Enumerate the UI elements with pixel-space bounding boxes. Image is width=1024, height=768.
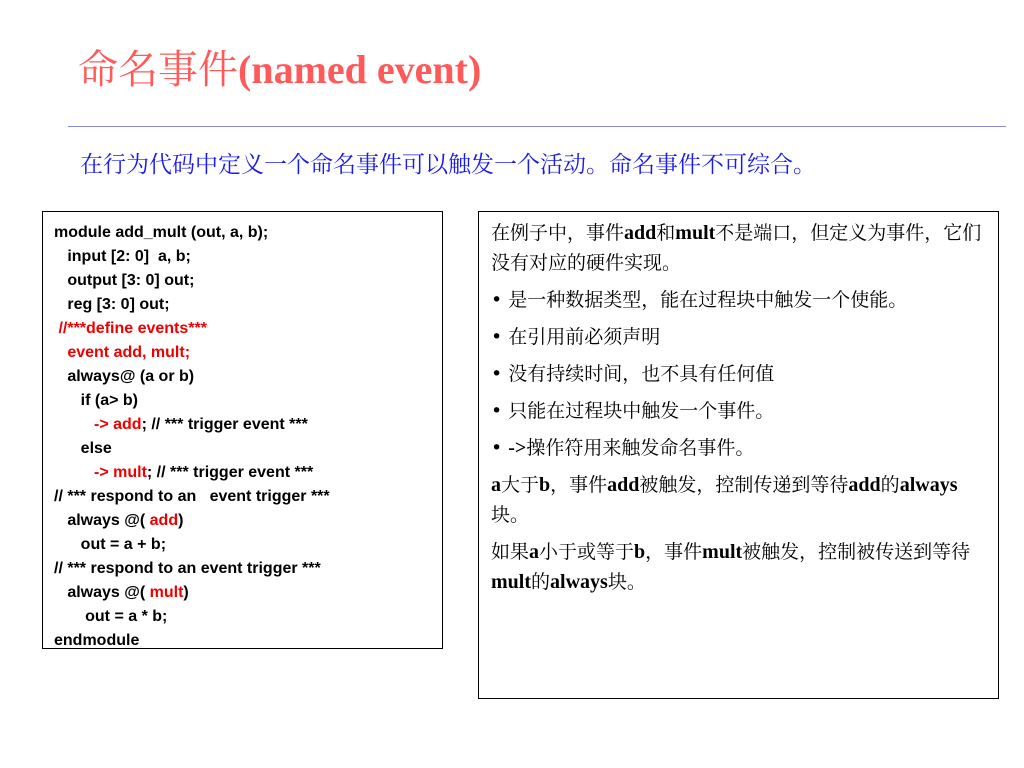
note-text: 的: [880, 474, 900, 496]
note-text: ，事件: [550, 474, 608, 496]
code-line-comment: //***define events***: [54, 320, 207, 337]
code-line: always@ (a or b): [54, 368, 195, 385]
trigger-mult: -> mult: [54, 464, 147, 481]
code-text: always @(: [54, 584, 150, 601]
code-line: [54, 413, 442, 437]
slide-subtitle: 在行为代码中定义一个命名事件可以触发一个活动。命名事件不可综合。: [80, 152, 816, 178]
note-bullet: • 只能在过程块中触发一个事件。: [491, 400, 775, 422]
note-text: 如果: [491, 541, 530, 563]
note-add-case: [491, 470, 986, 530]
code-line: [54, 461, 442, 485]
code-line: else: [54, 440, 112, 457]
code-comment: ; // *** trigger event ***: [146, 464, 314, 481]
notes-box: [478, 211, 999, 699]
code-line: out = a * b;: [54, 608, 168, 625]
note-text: 被触发，控制被传送到等待: [742, 541, 971, 563]
event-add: add: [149, 512, 179, 529]
code-line: [54, 509, 442, 533]
note-term: mult: [675, 222, 716, 244]
code-line: endmodule: [54, 632, 140, 649]
code-comment: ; // *** trigger event ***: [141, 416, 308, 433]
note-text: 被触发，控制传递到等待: [639, 474, 849, 496]
note-term: ->: [508, 437, 527, 459]
note-bullet: [491, 433, 986, 463]
code-line: input [2: 0] a, b;: [54, 248, 191, 265]
code-text: ): [178, 512, 184, 529]
title-en: (named event): [238, 47, 482, 92]
note-term: a: [491, 474, 501, 496]
code-line: if (a> b): [54, 392, 139, 409]
note-text: 和: [656, 222, 676, 244]
note-text: ，事件: [645, 541, 703, 563]
note-bullet: • 是一种数据类型，能在过程块中触发一个使能。: [491, 289, 908, 311]
event-mult: mult: [149, 584, 184, 601]
code-line: // *** respond to an event trigger ***: [54, 488, 330, 505]
note-text: 在例子中，事件: [491, 222, 625, 244]
note-term: b: [539, 474, 551, 496]
code-line: out = a + b;: [54, 536, 167, 553]
note-text: 大于: [501, 474, 540, 496]
code-line: [54, 581, 442, 605]
note-text: •: [491, 437, 509, 459]
code-text: ): [183, 584, 189, 601]
note-text: 块。: [607, 571, 646, 593]
code-line: reg [3: 0] out;: [54, 296, 170, 313]
note-text: 小于或等于: [539, 541, 635, 563]
note-bullet: • 在引用前必须声明: [491, 326, 661, 348]
title-cn: 命名事件: [78, 47, 238, 93]
note-text: 操作符用来触发命名事件。: [526, 437, 755, 459]
code-box: [42, 211, 443, 649]
code-line: module add_mult (out, a, b);: [54, 224, 269, 241]
note-text: 的: [531, 571, 551, 593]
code-line-event-decl: event add, mult;: [54, 344, 191, 361]
note-term: mult: [491, 571, 531, 593]
note-term: always: [550, 571, 608, 593]
note-intro: [491, 218, 986, 278]
code-text: always @(: [54, 512, 150, 529]
note-term: add: [624, 222, 657, 244]
code-line: output [3: 0] out;: [54, 272, 195, 289]
note-term: add: [848, 474, 881, 496]
note-bullet: • 没有持续时间，也不具有任何值: [491, 363, 775, 385]
note-text: 块。: [491, 504, 530, 526]
code-line: // *** respond to an event trigger ***: [54, 560, 321, 577]
note-term: add: [607, 474, 640, 496]
note-mult-case: [491, 537, 986, 597]
note-term: b: [634, 541, 646, 563]
trigger-add: -> add: [54, 416, 142, 433]
note-term: mult: [702, 541, 743, 563]
note-term: a: [529, 541, 540, 563]
slide-title: [78, 38, 481, 95]
note-text: 不是端口，但定义为事件，它们没有对应的硬件实现。: [491, 222, 982, 274]
title-divider: [68, 126, 1006, 127]
note-term: always: [899, 474, 958, 496]
